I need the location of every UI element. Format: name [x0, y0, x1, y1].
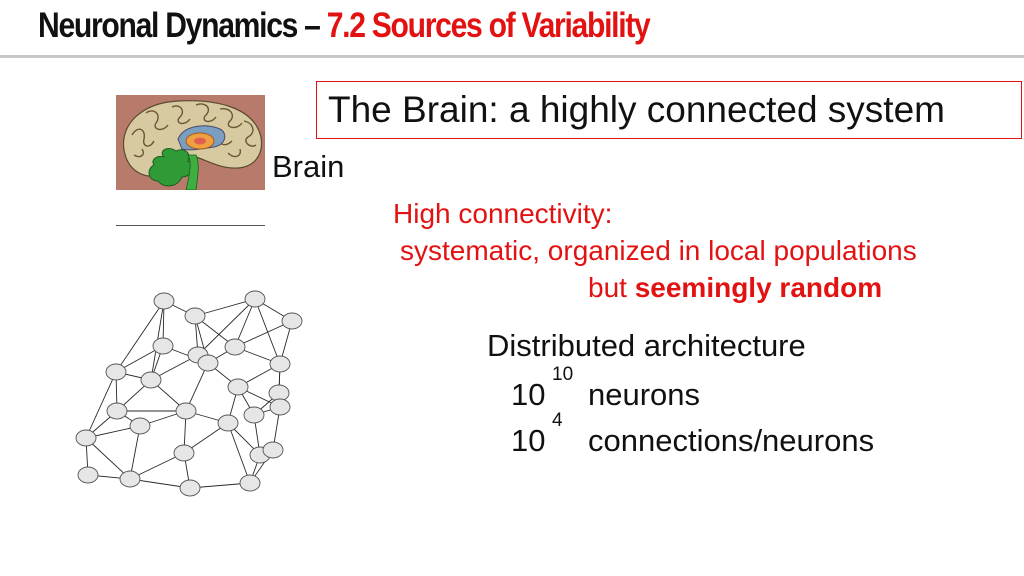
neuron-node [141, 372, 161, 388]
neuron-node [78, 467, 98, 483]
neurons-base: 10 [511, 377, 546, 412]
neuron-node [106, 364, 126, 380]
neuron-node [154, 293, 174, 309]
neuron-node [245, 291, 265, 307]
neuron-node [153, 338, 173, 354]
neuron-node [198, 355, 218, 371]
network-edge [116, 301, 164, 372]
seemingly-random-text: seemingly random [634, 272, 883, 303]
boxed-heading: The Brain: a highly connected system [316, 81, 1022, 139]
neuron-node [185, 308, 205, 324]
neuron-node [228, 379, 248, 395]
network-edge [228, 423, 250, 483]
connections-label: connections/neurons [588, 423, 875, 458]
network-edge [255, 299, 280, 364]
title-main: Neuronal Dynamics – [38, 6, 327, 45]
ventricle [194, 138, 206, 145]
neuron-node [107, 403, 127, 419]
header-divider [0, 55, 1024, 58]
neuron-node [240, 475, 260, 491]
neuron-node [180, 480, 200, 496]
connectivity-description: systematic, organized in local populations [400, 235, 917, 266]
neuron-node [282, 313, 302, 329]
neural-network-diagram [70, 283, 310, 503]
connections-exponent: 4 [552, 410, 563, 431]
connectivity-prefix: but [588, 272, 635, 303]
neuron-node [244, 407, 264, 423]
header [0, 0, 1024, 56]
title-section: 7.2 Sources of Variability [326, 6, 650, 45]
connectivity-heading: High connectivity: [393, 198, 613, 229]
neurons-label: neurons [588, 377, 701, 412]
neuron-node [176, 403, 196, 419]
neuron-node [263, 442, 283, 458]
brain-label: Brain [272, 149, 345, 184]
slide-title [38, 4, 650, 48]
neurons-exponent: 10 [552, 364, 574, 385]
neuron-node [174, 445, 194, 461]
brain-illustration [116, 95, 265, 190]
brain-underline [116, 225, 265, 226]
connections-base: 10 [511, 423, 546, 458]
neuron-node [76, 430, 96, 446]
neuron-node [120, 471, 140, 487]
neuron-node [130, 418, 150, 434]
neuron-node [225, 339, 245, 355]
connectivity-emphasis [588, 272, 882, 304]
neuron-node [218, 415, 238, 431]
neuron-node [270, 399, 290, 415]
neuron-node [270, 356, 290, 372]
architecture-title: Distributed architecture [487, 328, 806, 363]
